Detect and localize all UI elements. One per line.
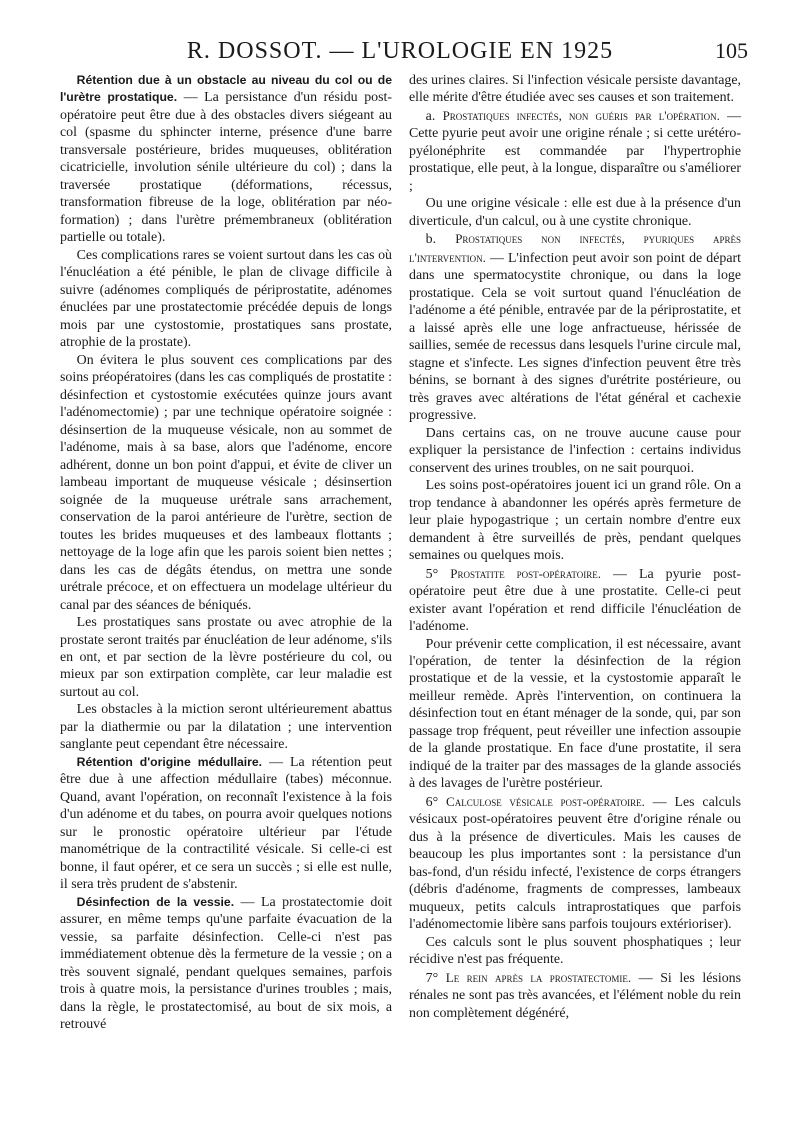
section-heading: Prostatiques non infectés, pyuriques après l'intervention. — [409, 231, 741, 265]
paragraph — [409, 477, 741, 564]
paragraph — [60, 754, 392, 894]
paragraph — [60, 247, 392, 352]
paragraph-text: — L'infection peut avoir son point de départ dans une spermatocystite chronique, ou dans la loge prostatique. Cela se voit surtout quand l'énucléation de l'adénome a été pénible, entravée par de la périprostatite, et a laissé après elle une loge anfractueuse, hérissée de saillies, semée de recessus dans lesquels l'urine circule mal, stagne et s'infecte. Les signes d'infection peuvent être très bénins, se bornant à des signes d'urétrite postérieure, ou très graves avec altérations de l'état général et cachexie progressive. — [409, 250, 741, 424]
page-number: 105 — [715, 38, 748, 63]
paragraph-text: des urines claires. Si l'infection vésicale persiste davantage, elle mérite d'être étudiée avec ses causes et son traitement. — [409, 73, 741, 106]
paragraph — [409, 565, 741, 636]
paragraph-text: — La rétention peut être due à une affection médullaire (tabes) méconnue. Quand, avant l'opération, on reconnaît l'existence à la fois d'un adénome et du tabes, on pourra avoir quelques notions sur le pronostic opératoire ultérieur par l'étude manométrique de la contractilité vésicale. Si celle-ci est bonne, il faut opérer, et ce sera un succès ; si elle est nulle, il sera très prudent de s'abstenir. — [60, 754, 392, 893]
paragraph-text: — Cette pyurie peut avoir une origine rénale ; si cette urétéro-pyélonéphrite est commandée par l'hypertrophie prostatique, elle peut, à la longue, disparaître ou s'améliorer ; — [409, 108, 741, 194]
paragraph — [60, 352, 392, 614]
paragraph-text: Dans certains cas, on ne trouve aucune cause pour expliquer la persistance de l'infection : certains individus conservent des urines troubles, on ne sait pourquoi. — [409, 425, 741, 476]
paragraph — [409, 72, 741, 107]
paragraph — [60, 72, 392, 247]
paragraph — [409, 934, 741, 969]
paragraph — [409, 195, 741, 230]
running-title: R. DOSSOT. — L'UROLOGIE EN 1925 — [186, 38, 614, 64]
section-number: 7° — [425, 970, 446, 986]
paragraph — [409, 425, 741, 477]
section-number: 6° — [425, 794, 447, 810]
section-heading: Prostatiques infectés, non guéris par l'opération. — [442, 107, 720, 123]
paragraph-text: Pour prévenir cette complication, il est nécessaire, avant l'opération, de tenter la désinfection de la région prostatique et de la vessie, et la cystostomie apparaît le meilleur remède. Après l'intervention, on continuera la désinfection tout en étant ménager de la sonde, qui, par son passage trop fréquent, peut réveiller une infection assoupie de la glande prostatique. En face d'une prostatite, il sera indiqué de la traiter par des massages de la glande associés à des lavages de l'urètre postérieur. — [409, 636, 741, 792]
page-header — [60, 38, 748, 72]
section-heading: Désinfection de la vessie. — [76, 894, 235, 909]
paragraph-text: — La pyurie post-opératoire peut être due à une prostatite. Celle-ci peut exister avant l'opération et rend difficile l'énucléation de l'adénome. — [409, 566, 742, 635]
section-number: a. — [425, 108, 443, 124]
section-heading: Rétention due à un obstacle au niveau du col ou de l'urètre prostatique. — [60, 73, 392, 105]
section-heading: Le rein après la prostatectomie. — [445, 969, 632, 985]
paragraph-text: — Si les lésions rénales ne sont pas très avancées, et l'élément noble du rein non complètement dégénéré, — [409, 970, 741, 1021]
paragraph — [409, 969, 741, 1022]
paragraph-text: Ces complications rares se voient surtout dans les cas où l'énucléation a été pénible, le plan de clivage difficile à suivre (adénomes compliqués de périprostatite, adénomes énuclées par une prostatectomie précédée depuis de longs mois par une cystostomie, prostatiques sans prostate, atrophie de la prostate). — [60, 247, 392, 351]
section-heading: Rétention d'origine médullaire. — [76, 754, 263, 769]
paragraph — [409, 107, 741, 195]
paragraph — [60, 894, 392, 1034]
section-heading: Calculose vésicale post-opératoire. — [446, 793, 645, 809]
paragraph-text: On évitera le plus souvent ces complications par des soins préopératoires (dans les cas compliqués de prostatite : désinfection et cystostomie exécutées quinze jours avant l'adénomectomie) ; par une technique opératoire soignée : désinsertion de la muqueuse vésicale, non au sommet de l'adénome, mais à sa base, alors que l'adénome, encore adhérent, donne un bon point d'appui, et évite de cliver un lambeau important de muqueuse vésicale ; désinsertion soignée de la muqueuse urétrale sans arrachement, conservation de la paroi antérieure de l'urètre, section de toutes les brides muqueuses et des lambeaux flottants ; nettoyage de la loge afin que les parois soient bien nettes ; dans les cas de dégâts étendus, on mettra une sonde urétrale précoce, et on effectuera un modelage ultérieur du canal par des séances de béniqués. — [60, 352, 392, 613]
paragraph — [60, 701, 392, 753]
left-column — [60, 72, 392, 1034]
paragraph-text: Les soins post-opératoires jouent ici un grand rôle. On a trop tendance à abandonner les opérés après fermeture de leur plaie hypogastrique ; un certain nombre d'entre eux demandent à être surveillés de près, pendant quelques semaines ou quelques mois. — [409, 478, 741, 564]
paragraph — [409, 230, 741, 424]
section-number: 5° — [425, 566, 451, 582]
paragraph — [409, 793, 741, 934]
paragraph-text: — La persistance d'un résidu post-opératoire peut être due à des obstacles divers siégeant au col (spasme du sphincter interne, présence d'une barre transversale postérieure, brides muqueuses, oblitération cicatricielle, involution sénile ultérieure du col) ; dans la traversée prostatique (déformations, récessus, transformation fibreuse de la loge, oblitération par néo-formation) ; dans l'urètre prémembraneux (oblitération partielle ou totale). — [60, 90, 392, 246]
paragraph — [60, 614, 392, 701]
paragraph-text: Ou une origine vésicale : elle est due à la présence d'un diverticule, d'un calcul, ou à une cystite chronique. — [409, 196, 741, 229]
section-heading: Prostatite post-opératoire. — [450, 565, 601, 581]
paragraph-text: Les prostatiques sans prostate ou avec atrophie de la prostate seront traités par énucléation de leur adénome, s'ils en ont, et par section de la lèvre postérieure du col, ou mieux par son extirpation complète, car leur maladie est surtout au col. — [60, 615, 392, 700]
paragraph-text: Les obstacles à la miction seront ultérieurement abattus par la diathermie ou par la dilatation ; une intervention sanglante peut cependant être nécessaire. — [60, 702, 392, 753]
paragraph — [409, 636, 741, 793]
paragraph-text: — Les calculs vésicaux post-opératoires peuvent être d'origine rénale ou dus à la présence de diverticules. Mais les causes de beaucoup les plus importantes sont : la persistance d'un bas-fond, d'un résidu infecté, l'existence de corps étrangers (débris d'adénome, fragments de compresses, lambeaux muqueux, petits calculs intraprostatiques que parfois l'adénomectomie libère sans parfois toujours extérioriser). — [409, 794, 741, 933]
section-number: b. — [425, 232, 456, 248]
right-column — [409, 72, 741, 1022]
paragraph-text: Ces calculs sont le plus souvent phosphatiques ; leur récidive n'est pas fréquente. — [409, 934, 741, 968]
paragraph-text: — La prostatectomie doit assurer, en même temps qu'une parfaite évacuation de la vessie, sa parfaite désinfection. Celle-ci n'est pas immédiatement obtenue dès la fermeture de la vessie ; on a très souvent signalé, pendant quelques semaines, parfois trois à quatre mois, la persistance d'urines troubles ; mais, dans la règle, le prostatectomisé, au bout de six mois, a retrouvé — [60, 894, 392, 1033]
